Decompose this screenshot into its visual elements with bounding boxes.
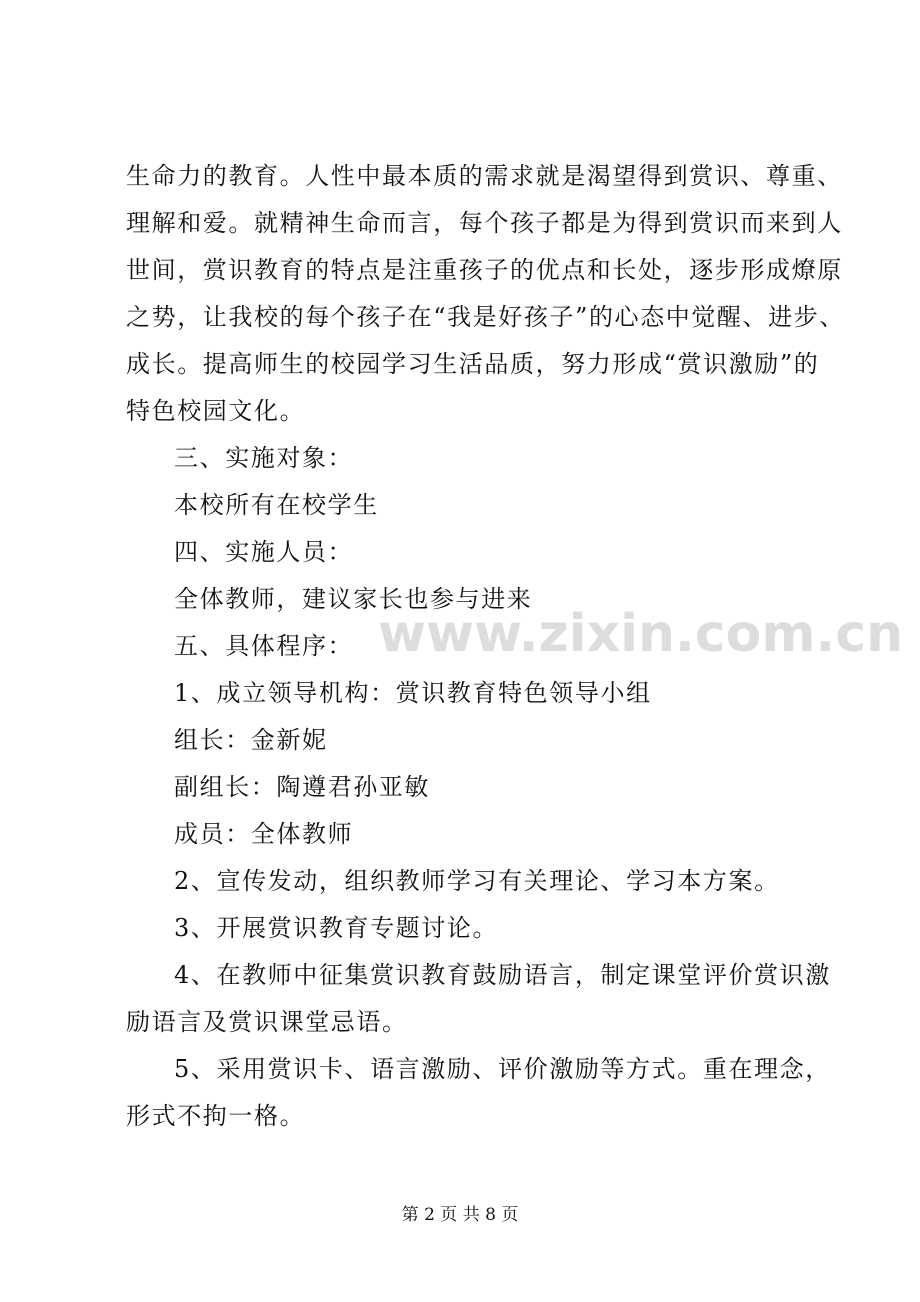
paragraph-line: 世间，赏识教育的特点是注重孩子的优点和长处，逐步形成燎原 <box>126 256 843 284</box>
watermark: www.zixin.com.cn <box>378 604 904 664</box>
paragraph-line: 之势，让我校的每个孩子在“我是好孩子”的心态中觉醒、进步、 <box>126 303 845 331</box>
section-body-targets: 本校所有在校学生 <box>174 491 379 519</box>
vice-leader-line: 副组长：陶遵君孙亚敏 <box>174 773 430 801</box>
section-body-staff: 全体教师，建议家长也参与进来 <box>174 585 533 613</box>
procedure-step-1: 1、成立领导机构：赏识教育特色领导小组 <box>174 679 652 707</box>
paragraph-line: 特色校园文化。 <box>126 397 306 425</box>
procedure-step-5: 5、采用赏识卡、语言激励、评价激励等方式。重在理念， <box>174 1055 831 1083</box>
section-heading-targets: 三、实施对象： <box>174 444 354 472</box>
members-line: 成员：全体教师 <box>174 820 354 848</box>
procedure-step-4-continued: 励语言及赏识课堂忌语。 <box>126 1008 408 1036</box>
paragraph-line: 理解和爱。就精神生命而言，每个孩子都是为得到赏识而来到人 <box>126 209 843 237</box>
leader-line: 组长：金新妮 <box>174 726 328 754</box>
page-footer: 第 2 页 共 8 页 <box>401 1205 519 1225</box>
paragraph-line: 生命力的教育。人性中最本质的需求就是渴望得到赏识、尊重、 <box>126 162 843 190</box>
procedure-step-5-continued: 形式不拘一格。 <box>126 1102 306 1130</box>
section-heading-procedure: 五、具体程序： <box>174 632 354 660</box>
paragraph-line: 成长。提高师生的校园学习生活品质，努力形成“赏识激励”的 <box>126 350 820 378</box>
procedure-step-3: 3、开展赏识教育专题讨论。 <box>174 914 499 942</box>
section-heading-staff: 四、实施人员： <box>174 538 354 566</box>
procedure-step-4: 4、在教师中征集赏识教育鼓励语言，制定课堂评价赏识激 <box>174 961 831 989</box>
procedure-step-2: 2、宣传发动，组织教师学习有关理论、学习本方案。 <box>174 867 780 895</box>
